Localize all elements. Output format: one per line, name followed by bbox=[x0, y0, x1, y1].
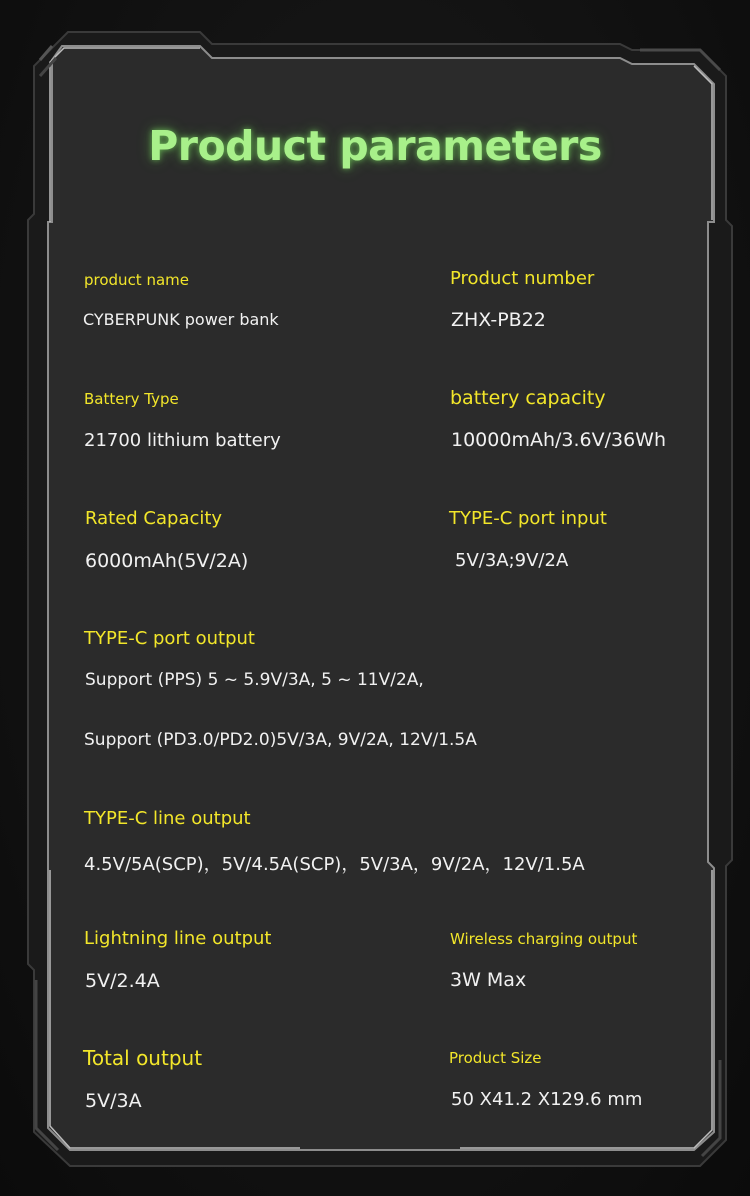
lightning-output-value: 5V/2.4A bbox=[85, 970, 160, 992]
page-title: Product parameters bbox=[148, 122, 602, 170]
typec-output-label: TYPE-C port output bbox=[84, 628, 255, 649]
wireless-output-label: Wireless charging output bbox=[450, 930, 638, 948]
total-output-value: 5V/3A bbox=[85, 1090, 142, 1112]
product-name-value: CYBERPUNK power bank bbox=[83, 310, 279, 329]
battery-capacity-label: battery capacity bbox=[450, 387, 606, 409]
product-size-value: 50 X41.2 X129.6 mm bbox=[451, 1089, 643, 1110]
typec-input-label: TYPE-C port input bbox=[449, 508, 607, 529]
total-output-label: Total output bbox=[83, 1046, 203, 1070]
lightning-output-label: Lightning line output bbox=[84, 928, 272, 949]
battery-type-label: Battery Type bbox=[84, 390, 179, 408]
rated-capacity-value: 6000mAh(5V/2A) bbox=[85, 550, 249, 572]
battery-type-value: 21700 lithium battery bbox=[84, 430, 281, 451]
product-number-label: Product number bbox=[450, 268, 595, 289]
typec-line-output-value: 4.5V/5A(SCP)，5V/4.5A(SCP)，5V/3A，9V/2A，12V/1.5A bbox=[84, 854, 585, 875]
product-size-label: Product Size bbox=[449, 1049, 542, 1067]
product-name-label: product name bbox=[84, 271, 189, 289]
typec-input-value: 5V/3A;9V/2A bbox=[455, 550, 569, 571]
rated-capacity-label: Rated Capacity bbox=[85, 508, 223, 529]
typec-line-output-label: TYPE-C line output bbox=[84, 808, 251, 829]
wireless-output-value: 3W Max bbox=[450, 969, 527, 991]
typec-output-line2: Support (PD3.0/PD2.0)5V/3A, 9V/2A, 12V/1.5A bbox=[84, 730, 477, 750]
battery-capacity-value: 10000mAh/3.6V/36Wh bbox=[451, 429, 667, 451]
product-number-value: ZHX-PB22 bbox=[451, 309, 546, 331]
typec-output-line1: Support (PPS) 5 ~ 5.9V/3A, 5 ~ 11V/2A, bbox=[85, 670, 424, 690]
